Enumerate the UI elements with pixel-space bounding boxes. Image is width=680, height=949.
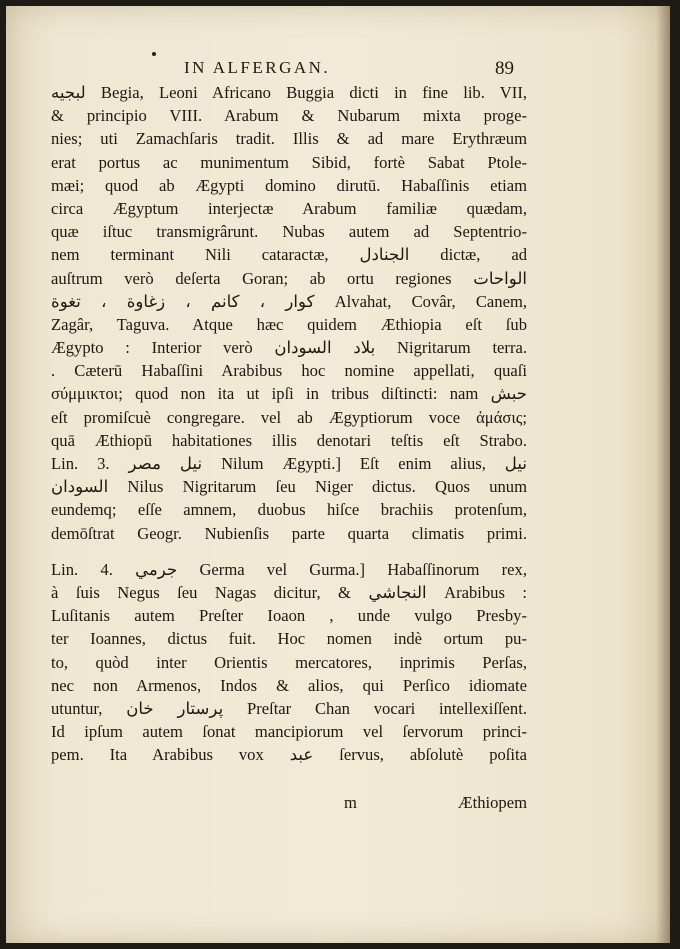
text-line: nec non Armenos, Indos & alios, qui Perſico idiomate xyxy=(51,675,527,695)
text-line: nies; uti Zamachſaris tradit. Illis & ad mare Erythræum xyxy=(51,129,527,149)
page-footer xyxy=(51,791,527,814)
body-text xyxy=(51,81,527,766)
text-line: & principio VIII. Arabum & Nubarum mixta proge- xyxy=(51,106,527,126)
text-line: Lin. 3. نيل مصر Nilum Ægypti.] Eſt enim alius, نيل xyxy=(51,454,527,473)
text-line: σύμμικτοι; quod non ita ut ipſi in tribus diſtincti: nam حبش xyxy=(51,384,527,404)
text-line: demōſtrat Geogr. Nubienſis parte quarta climatis primi. xyxy=(51,523,527,543)
text-line: السودان Nilus Nigritarum ſeu Niger dictus. Quos unum xyxy=(51,477,527,497)
text-line: eundemq; eſſe amnem, duobus hiſce brachiis protenſum, xyxy=(51,500,527,520)
text-line: quā Æthiopū habitationes illis denotari teſtis eſt Strabo. xyxy=(51,430,527,450)
page-edge-shadow xyxy=(656,6,670,943)
text-line: لبجيه Begia, Leoni Africano Buggia dicti in fine lib. VII, xyxy=(51,83,527,102)
text-line: Lin. 4. جرمي Germa vel Gurma.] Habaſſinorum rex, xyxy=(51,559,527,579)
text-line: ter Ioannes, dictus fuit. Hoc nomen indè ortum pu- xyxy=(51,629,527,649)
text-line: . Cæterū Habaſſini Arabibus hoc nomine appellati, quaſi xyxy=(51,361,527,381)
text-line: à ſuis Negus ſeu Nagas dicitur, & النجاشي Arabibus : xyxy=(51,582,527,602)
text-line: mæi; quod ab Ægypti domino dirutū. Habaſſinis etiam xyxy=(51,175,527,195)
text-line: Zagâr, Taguva. Atque hæc quidem Æthiopia eſt ſub xyxy=(51,314,527,334)
catchword: Æthiopem xyxy=(457,793,527,812)
text-line: quæ iſtuc transmigrârunt. Nubas autem ad Septentrio- xyxy=(51,222,527,242)
text-line: nem terminant Nili cataractæ, الجنادل dictæ, ad xyxy=(51,245,527,265)
ink-speck xyxy=(152,52,156,56)
text-line: eſt promiſcuè congregare. vel ab Ægyptiorum voce ἀμάσις; xyxy=(51,407,527,427)
page-number: 89 xyxy=(495,58,514,79)
text-line: Ægypto : Interior verò بلاد السودان Nigritarum terra. xyxy=(51,338,527,358)
text-line: circa Ægyptum interjectæ Arabum familiæ quædam, xyxy=(51,198,527,218)
text-line: كوار ، كانم ، زغاوة ، تغوة Alvahat, Covâr, Canem, xyxy=(51,291,528,311)
text-line: pem. Ita Arabibus vox عبد ſervus, abſolutè poſita xyxy=(51,745,527,765)
signature-mark: m xyxy=(344,793,357,812)
text-line: to, quòd inter Orientis mercatores, inprimis Perſas, xyxy=(51,652,527,672)
running-head: IN ALFERGAN. xyxy=(184,58,331,77)
text-line: utuntur, پرستار خان Preſtar Chan vocari intellexiſſent. xyxy=(51,698,527,718)
text-line: auſtrum verò deſerta Goran; ab ortu regiones الواحات xyxy=(51,268,527,288)
text-line: Id ipſum autem ſonat mancipiorum vel ſervorum princi- xyxy=(51,722,527,742)
text-line: erat portus ac munimentum Sibid, fortè Sabat Ptole- xyxy=(51,152,527,172)
paragraph-gap xyxy=(51,545,527,558)
text-line: Luſitanis autem Preſter Ioaon , unde vulgo Presby- xyxy=(51,606,527,626)
